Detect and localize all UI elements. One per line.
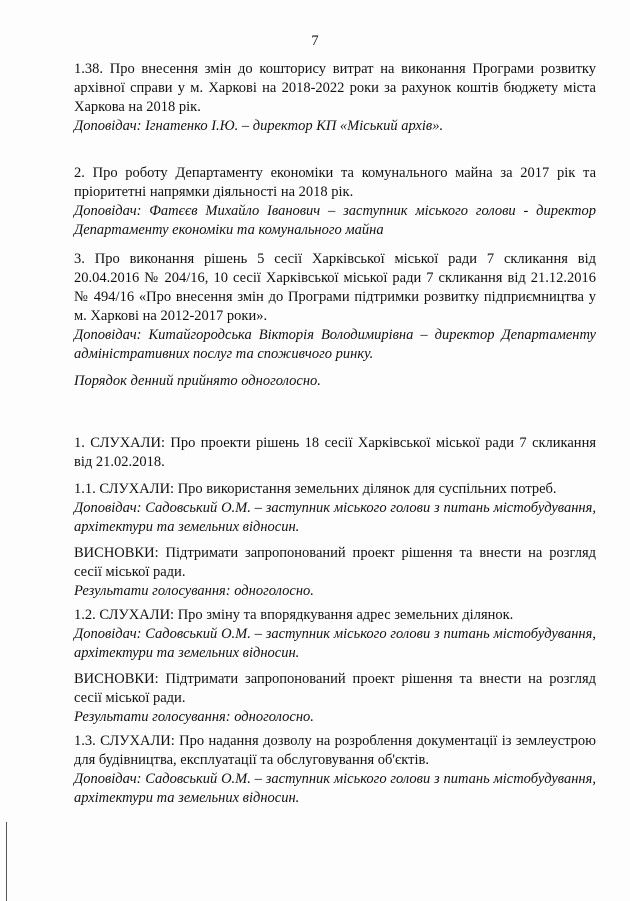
heard-1-1-text: 1.1. СЛУХАЛИ: Про використання земельних ділянок для суспільних потреб. <box>74 481 557 497</box>
scan-margin-line <box>6 822 7 901</box>
heard-1-2-text: 1.2. СЛУХАЛИ: Про зміну та впорядкування адрес земельних ділянок. <box>74 607 514 623</box>
heard-1-1-vote: Результати голосування: одноголосно. <box>74 583 314 599</box>
page-number: 7 <box>311 33 319 49</box>
item-2-text: 2. Про роботу Департаменту економіки та комунального майна за 2017 рік та пріоритетні напрямки діяльності на 2018 рік. <box>74 165 596 200</box>
item-3-speaker: Доповідач: Китайгородська Вікторія Володимирівна – директор Департаменту адміністративних послуг та споживчого ринку. <box>74 327 596 362</box>
agenda-note: Порядок денний прийнято одноголосно. <box>74 373 321 389</box>
heard-1-2-conclusion: ВИСНОВКИ: Підтримати запропонований проект рішення та внести на розгляд сесії міської ради. <box>74 671 596 706</box>
item-1-38-text: 1.38. Про внесення змін до кошторису витрат на виконання Програми розвитку архівної справи у м. Харкові на 2018-2022 роки за рахунок коштів бюджету міста Харкова на 2018 рік. <box>74 61 596 115</box>
heard-1-2-speaker: Доповідач: Садовський О.М. – заступник міського голови з питань містобудування, архітектури та земельних відносин. <box>74 626 596 661</box>
heard-1-1-conclusion: ВИСНОВКИ: Підтримати запропонований проект рішення та внести на розгляд сесії міської ради. <box>74 545 596 580</box>
heard-1-3-text: 1.3. СЛУХАЛИ: Про надання дозволу на розроблення документації із землеустрою для будівництва, експлуатації та обслуговування об'єктів. <box>74 733 596 768</box>
heard-1-1-speaker: Доповідач: Садовський О.М. – заступник міського голови з питань містобудування, архітектури та земельних відносин. <box>74 500 596 535</box>
heard-1-text: 1. СЛУХАЛИ: Про проекти рішень 18 сесії Харківської міської ради 7 скликання від 21.02.2018. <box>74 435 596 470</box>
heard-1-2-vote: Результати голосування: одноголосно. <box>74 709 314 725</box>
item-2-speaker: Доповідач: Фатєєв Михайло Іванович – заступник міського голови - директор Департаменту економіки та комунального майна <box>74 203 596 238</box>
item-1-38-speaker: Доповідач: Ігнатенко І.Ю. – директор КП «Міський архів». <box>74 118 444 134</box>
heard-1-3-speaker: Доповідач: Садовський О.М. – заступник міського голови з питань містобудування, архітектури та земельних відносин. <box>74 771 596 806</box>
item-3-text: 3. Про виконання рішень 5 сесії Харківської міської ради 7 скликання від 20.04.2016 № 204/16, 10 сесії Харківської міської ради 7 скликання від 21.12.2016 № 494/16 «Про внесення змін до Програми підтримки розвитку підприємництва у м. Харкові на 2012-2017 роки». <box>74 251 596 324</box>
